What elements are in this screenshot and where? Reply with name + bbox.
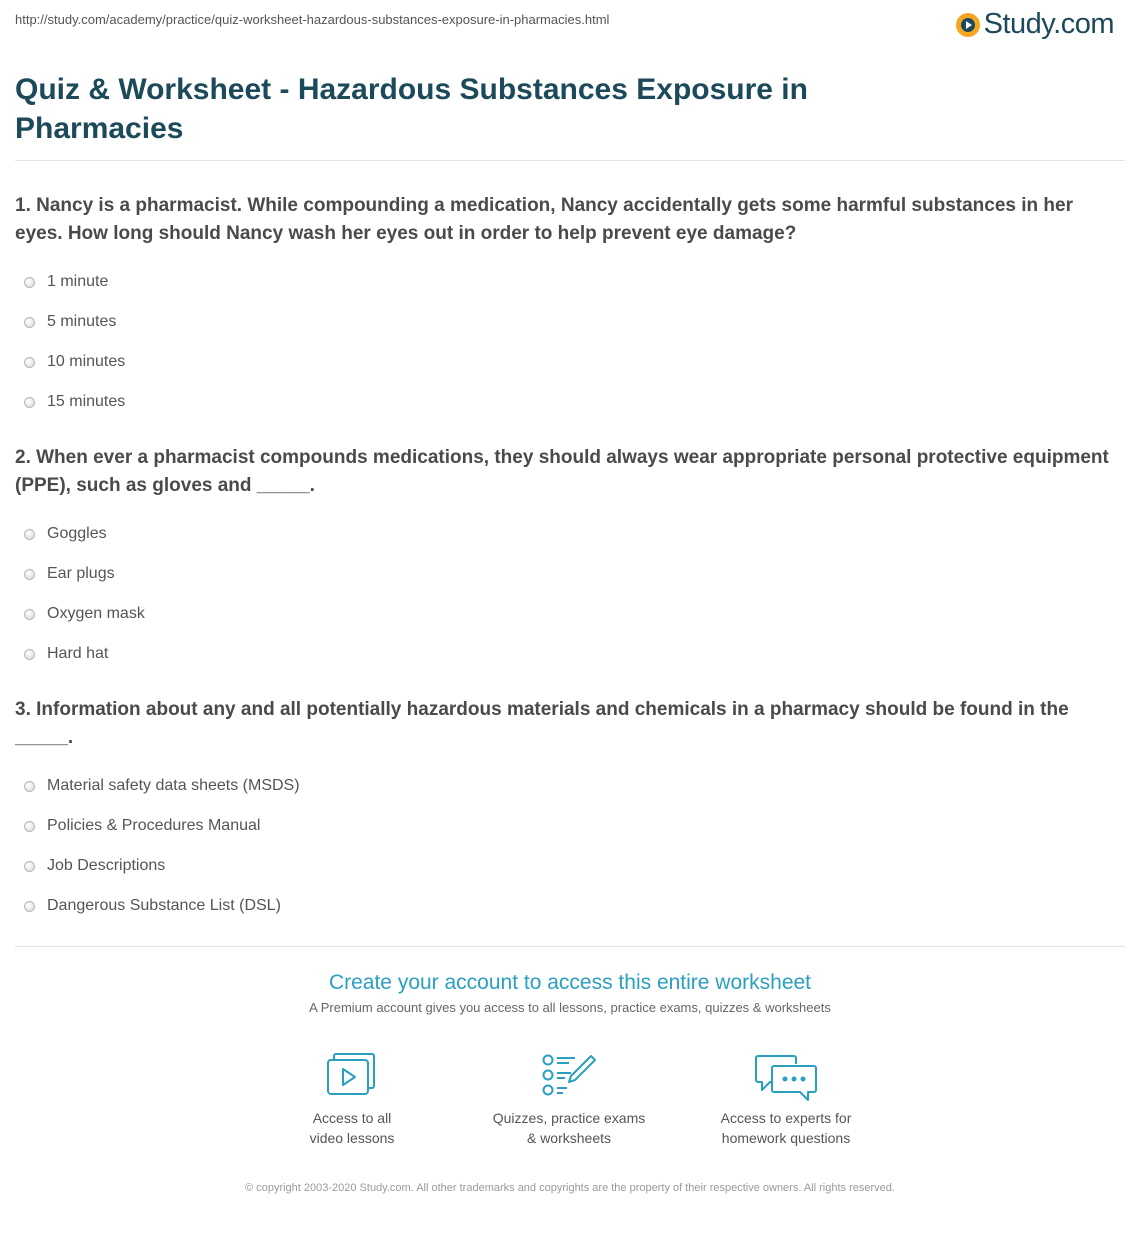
feature-label-line: Quizzes, practice exams (492, 1110, 646, 1126)
question-1 (15, 192, 1125, 422)
question-2 (15, 444, 1125, 674)
feature-label-line: Access to all (312, 1110, 392, 1126)
page-url[interactable]: http://study.com/academy/practice/quiz-worksheet-hazardous-substances-exposure-in-pharmacies.html (15, 12, 610, 27)
answer-list (15, 514, 1125, 674)
answer-option[interactable] (15, 302, 1125, 342)
question-text: 1. Nancy is a pharmacist. While compounding a medication, Nancy accidentally gets some harmful substances in her eyes. How long should Nancy wash her eyes out in order to help prevent eye damage? (15, 195, 1073, 244)
top-bar (0, 0, 1140, 50)
feature-experts (686, 1052, 886, 1148)
answer-label: 5 minutes (47, 313, 117, 330)
question-3 (15, 696, 1125, 926)
answer-option[interactable] (15, 342, 1125, 382)
radio-button[interactable] (24, 821, 35, 832)
radio-button[interactable] (24, 397, 35, 408)
answer-option[interactable] (15, 262, 1125, 302)
answer-label: Material safety data sheets (MSDS) (47, 777, 300, 794)
cta-title[interactable]: Create your account to access this entire worksheet (328, 971, 812, 994)
play-logo-icon (956, 13, 980, 37)
radio-button[interactable] (24, 861, 35, 872)
radio-button[interactable] (24, 569, 35, 580)
feature-video-lessons (252, 1052, 452, 1148)
answer-list (15, 766, 1125, 926)
answer-label: Policies & Procedures Manual (47, 817, 261, 834)
answer-option[interactable] (15, 554, 1125, 594)
answer-option[interactable] (15, 634, 1125, 674)
feature-label-line: homework questions (721, 1130, 851, 1146)
video-lessons-icon (326, 1052, 378, 1098)
radio-button[interactable] (24, 317, 35, 328)
logo-text: Study.com (983, 8, 1114, 40)
chat-bubbles-icon (754, 1052, 818, 1102)
answer-label: Job Descriptions (47, 857, 166, 874)
answer-label: Oxygen mask (47, 605, 145, 622)
radio-button[interactable] (24, 649, 35, 660)
feature-quizzes (469, 1052, 669, 1148)
answer-option[interactable] (15, 846, 1125, 886)
radio-button[interactable] (24, 357, 35, 368)
questions-divider (15, 946, 1125, 947)
answer-list (15, 262, 1125, 422)
cta-subtitle: A Premium account gives you access to all lessons, practice exams, quizzes & worksheets (309, 1000, 831, 1015)
radio-button[interactable] (24, 609, 35, 620)
title-divider (15, 160, 1125, 161)
feature-label-line: & worksheets (526, 1130, 612, 1146)
radio-button[interactable] (24, 901, 35, 912)
signup-cta (0, 970, 1140, 1015)
copyright-notice: © copyright 2003-2020 Study.com. All other trademarks and copyrights are the property of their respective owners. All rights reserved. (245, 1182, 895, 1194)
answer-option[interactable] (15, 806, 1125, 846)
radio-button[interactable] (24, 781, 35, 792)
question-text: 3. Information about any and all potentially hazardous materials and chemicals in a pharmacy should be found in the _____. (15, 699, 1069, 748)
quiz-checklist-icon (541, 1052, 597, 1098)
feature-label-line: video lessons (309, 1130, 395, 1146)
answer-option[interactable] (15, 886, 1125, 926)
answer-label: 15 minutes (47, 393, 126, 410)
answer-label: Hard hat (47, 645, 109, 662)
answer-label: 10 minutes (47, 353, 126, 370)
answer-option[interactable] (15, 594, 1125, 634)
feature-label-line: Access to experts for (720, 1110, 852, 1126)
radio-button[interactable] (24, 277, 35, 288)
radio-button[interactable] (24, 529, 35, 540)
study-logo[interactable] (956, 8, 1114, 41)
answer-label: 1 minute (47, 273, 109, 290)
question-text: 2. When ever a pharmacist compounds medications, they should always wear appropriate personal protective equipment (PPE), such as gloves and _____. (15, 447, 1109, 496)
page-title: Quiz & Worksheet - Hazardous Substances Exposure in Pharmacies (15, 73, 808, 145)
answer-option[interactable] (15, 766, 1125, 806)
answer-option[interactable] (15, 382, 1125, 422)
answer-label: Goggles (47, 525, 107, 542)
answer-label: Ear plugs (47, 565, 115, 582)
answer-option[interactable] (15, 514, 1125, 554)
answer-label: Dangerous Substance List (DSL) (47, 897, 281, 914)
